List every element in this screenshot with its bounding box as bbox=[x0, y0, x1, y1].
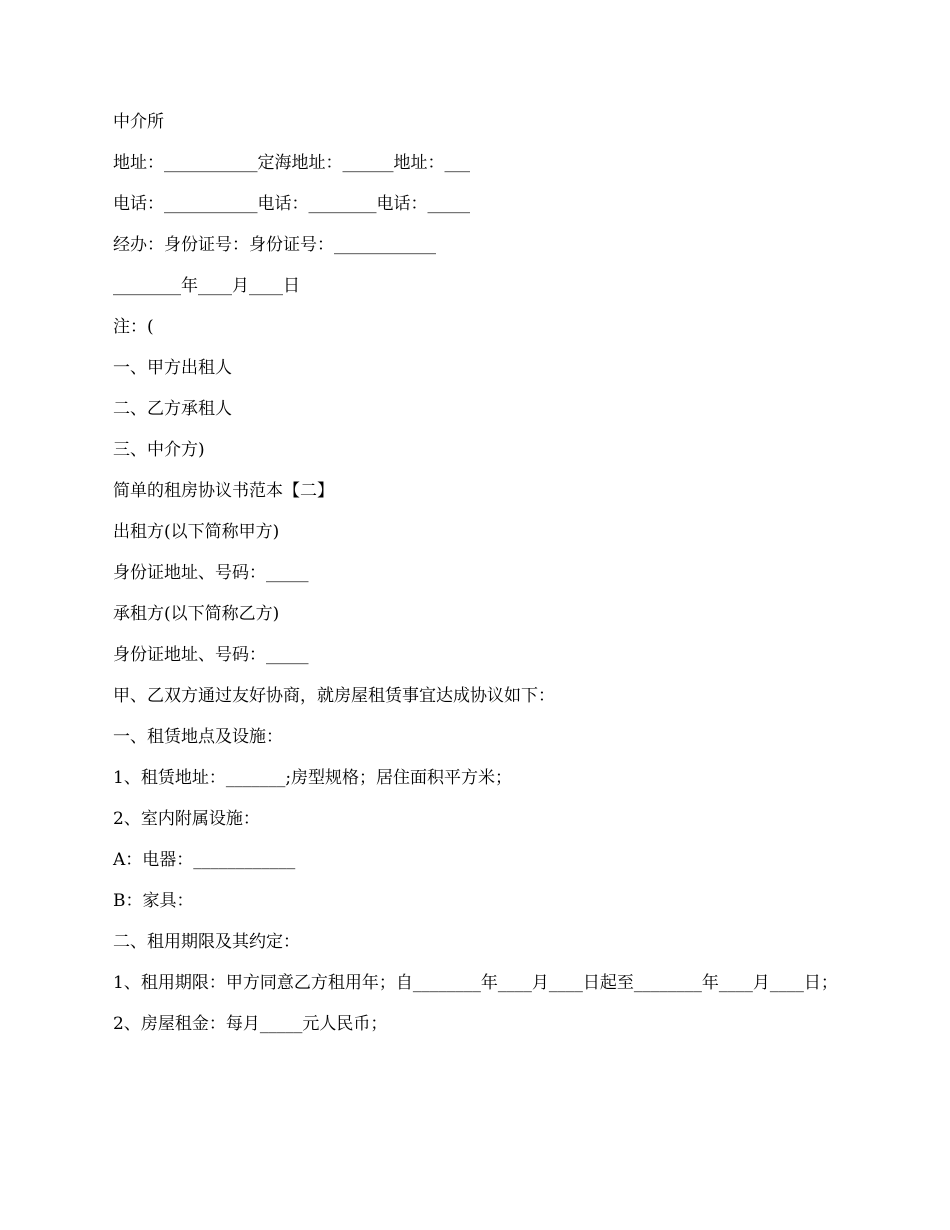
address-line: 地址：___________定海地址：______地址：___ bbox=[113, 153, 470, 173]
clause-2-heading: 二、租用期限及其约定： bbox=[113, 932, 300, 952]
clause-1-2-b: B：家具： bbox=[113, 891, 194, 911]
clause-1-2-a: A：电器：____________ bbox=[113, 850, 296, 870]
document-body bbox=[113, 111, 843, 1054]
clause-1-2: 2、室内附属设施： bbox=[113, 809, 260, 829]
section-title: 简单的租房协议书范本【二】 bbox=[113, 481, 334, 501]
note-item-3: 三、中介方) bbox=[113, 440, 205, 460]
agreement-intro: 甲、乙双方通过友好协商，就房屋租赁事宜达成协议如下： bbox=[113, 686, 555, 706]
agency-heading: 中介所 bbox=[113, 112, 164, 132]
note-heading: 注：( bbox=[113, 317, 154, 337]
clause-1-1: 1、租赁地址：_______;房型规格；居住面积平方米； bbox=[113, 768, 513, 788]
lessee-line: 承租方(以下简称乙方) bbox=[113, 604, 280, 624]
note-item-2: 二、乙方承租人 bbox=[113, 399, 232, 419]
lessor-id-line: 身份证地址、号码：_____ bbox=[113, 563, 309, 583]
handler-id-line: 经办：身份证号：身份证号：____________ bbox=[113, 235, 436, 255]
note-item-1: 一、甲方出租人 bbox=[113, 358, 232, 378]
lessee-id-line: 身份证地址、号码：_____ bbox=[113, 645, 309, 665]
clause-2-2: 2、房屋租金：每月_____元人民币； bbox=[113, 1014, 388, 1034]
lessor-line: 出租方(以下简称甲方) bbox=[113, 522, 280, 542]
date-line: ________年____月____日 bbox=[113, 276, 300, 296]
clause-2-1: 1、租用期限：甲方同意乙方租用年；自________年____月____日起至________年____月____日； bbox=[113, 973, 838, 993]
clause-1-heading: 一、租赁地点及设施： bbox=[113, 727, 283, 747]
phone-line: 电话：___________电话：________电话：_____ bbox=[113, 194, 470, 214]
